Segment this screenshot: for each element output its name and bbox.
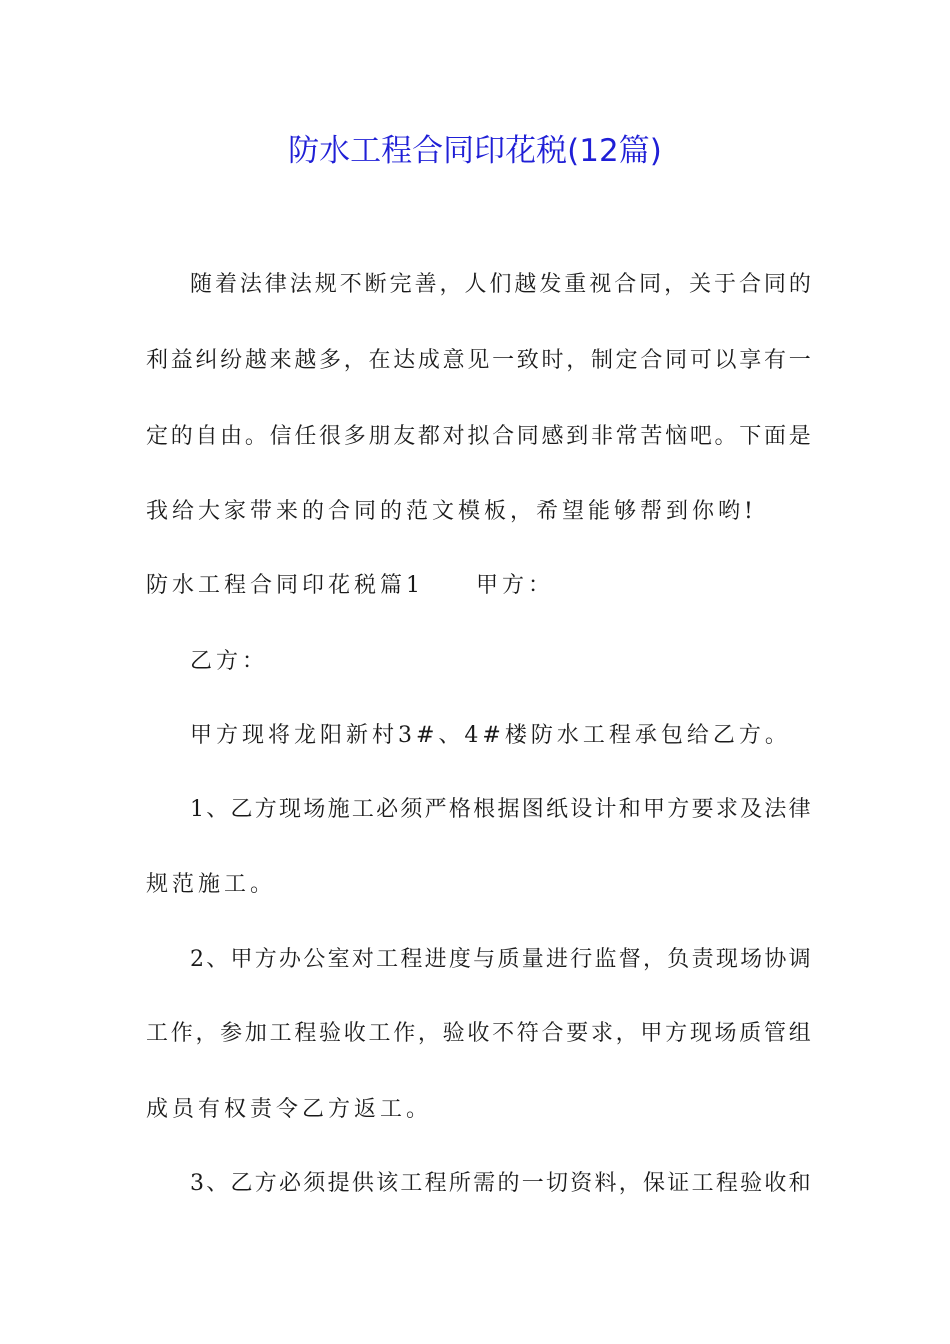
text-char: 质 bbox=[739, 1021, 762, 1046]
text-char: 程 bbox=[400, 947, 423, 972]
text-char: 3 bbox=[190, 1171, 204, 1196]
text-char: 工 bbox=[368, 1021, 391, 1046]
text-char: 不 bbox=[492, 1021, 515, 1046]
text-char: 、 bbox=[206, 1171, 229, 1196]
text-char: 视 bbox=[589, 272, 612, 297]
text-char: 场 bbox=[714, 1021, 737, 1046]
text-char: 合 bbox=[640, 348, 663, 373]
text-char: 质 bbox=[497, 947, 520, 972]
text-char: 合 bbox=[738, 272, 761, 297]
text-char: ， bbox=[615, 1021, 638, 1046]
text-char: 有 bbox=[763, 348, 786, 373]
text-char: 面 bbox=[763, 424, 786, 449]
text-char: 重 bbox=[564, 272, 587, 297]
text-char: 格 bbox=[448, 797, 471, 822]
document-title: 防水工程合同印花税(12篇) bbox=[288, 133, 662, 169]
text-char: 作 bbox=[393, 1021, 416, 1046]
text-char: ， bbox=[439, 272, 462, 297]
text-char: 制 bbox=[590, 348, 613, 373]
text-char: 和 bbox=[788, 1171, 811, 1196]
text-char: 常 bbox=[615, 424, 638, 449]
text-char: 工 bbox=[146, 1021, 169, 1046]
text-char: 场 bbox=[303, 797, 326, 822]
text-char: 程 bbox=[294, 1021, 317, 1046]
text-char: 必 bbox=[376, 797, 399, 822]
text-char: 以 bbox=[714, 348, 737, 373]
paragraph-line bbox=[190, 642, 811, 682]
text-char: 纷 bbox=[220, 348, 243, 373]
text-char: 求 bbox=[715, 797, 738, 822]
text-char: 益 bbox=[170, 348, 193, 373]
text-char: 、 bbox=[206, 797, 229, 822]
paragraph-line bbox=[190, 940, 811, 980]
text-char: 进 bbox=[424, 947, 447, 972]
text-char: 同 bbox=[516, 424, 539, 449]
text-char: 现 bbox=[279, 797, 302, 822]
text-char: 方 bbox=[254, 1171, 277, 1196]
text-char: 律 bbox=[788, 797, 811, 822]
text-char: 是 bbox=[788, 424, 811, 449]
text-char: 越 bbox=[514, 272, 537, 297]
text-char: 必 bbox=[279, 1171, 302, 1196]
text-char: 工 bbox=[269, 1021, 292, 1046]
text-char: 不 bbox=[339, 272, 362, 297]
text-char: 自 bbox=[195, 424, 218, 449]
paragraph-line bbox=[146, 341, 811, 381]
text-char: 甲 bbox=[640, 1021, 663, 1046]
text-char: 方 bbox=[665, 1021, 688, 1046]
text-char: 完 bbox=[389, 272, 412, 297]
text-char: 随 bbox=[190, 272, 213, 297]
text-char: 量 bbox=[521, 947, 544, 972]
text-char: 工 bbox=[400, 1171, 423, 1196]
text-char: 断 bbox=[364, 272, 387, 297]
text-char: 下 bbox=[739, 424, 762, 449]
text-char: 一 bbox=[521, 1171, 544, 1196]
text-char: 的 bbox=[497, 1171, 520, 1196]
text-char: 工 bbox=[351, 797, 374, 822]
text-char: 要 bbox=[691, 797, 714, 822]
text-char: 方 bbox=[667, 797, 690, 822]
text-char: 一 bbox=[492, 348, 515, 373]
text-char: 吧 bbox=[689, 424, 712, 449]
text-char: 场 bbox=[740, 947, 763, 972]
text-char: 同 bbox=[639, 272, 662, 297]
text-char: 同 bbox=[665, 348, 688, 373]
text-char: 。 bbox=[244, 424, 267, 449]
section-heading-line bbox=[146, 566, 811, 606]
text-char: ， bbox=[566, 348, 589, 373]
text-char: 公 bbox=[303, 947, 326, 972]
text-char: 验 bbox=[740, 1171, 763, 1196]
text-char: 工 bbox=[691, 1171, 714, 1196]
text-char: 在 bbox=[368, 348, 391, 373]
text-char: 规 bbox=[314, 272, 337, 297]
text-char: 信 bbox=[269, 424, 292, 449]
text-char: 着 bbox=[214, 272, 237, 297]
text-char: 纸 bbox=[545, 797, 568, 822]
paragraph-line bbox=[190, 790, 811, 830]
text-char: 加 bbox=[244, 1021, 267, 1046]
text-char: 切 bbox=[545, 1171, 568, 1196]
line-text: 甲方现将龙阳新村3#、4#楼防水工程承包给乙方。 bbox=[190, 723, 791, 748]
text-char: 证 bbox=[667, 1171, 690, 1196]
text-char: 保 bbox=[643, 1171, 666, 1196]
text-char: ， bbox=[643, 947, 666, 972]
text-char: 合 bbox=[492, 424, 515, 449]
text-char: 享 bbox=[739, 348, 762, 373]
text-char: 甲 bbox=[230, 947, 253, 972]
text-char: 善 bbox=[414, 272, 437, 297]
text-char: 2 bbox=[190, 947, 204, 972]
text-char: 纠 bbox=[195, 348, 218, 373]
text-char: 甲 bbox=[643, 797, 666, 822]
text-char: 收 bbox=[764, 1171, 787, 1196]
paragraph-line bbox=[146, 1090, 811, 1130]
text-char: 达 bbox=[393, 348, 416, 373]
text-char: 须 bbox=[303, 1171, 326, 1196]
text-char: 与 bbox=[473, 947, 496, 972]
text-char: 苦 bbox=[640, 424, 663, 449]
text-char: ， bbox=[417, 1021, 440, 1046]
text-char: 1 bbox=[190, 797, 204, 822]
text-char: 和 bbox=[618, 797, 641, 822]
text-char: 方 bbox=[254, 947, 277, 972]
text-char: 感 bbox=[541, 424, 564, 449]
text-char: 督 bbox=[618, 947, 641, 972]
text-char: 法 bbox=[239, 272, 262, 297]
text-char: 定 bbox=[615, 348, 638, 373]
text-char: 及 bbox=[740, 797, 763, 822]
text-char: 行 bbox=[570, 947, 593, 972]
paragraph-line bbox=[146, 492, 811, 532]
text-char: 一 bbox=[788, 348, 811, 373]
text-char: ， bbox=[618, 1171, 641, 1196]
text-char: 人 bbox=[464, 272, 487, 297]
text-char: 对 bbox=[351, 947, 374, 972]
text-char: 多 bbox=[319, 348, 342, 373]
text-char: 们 bbox=[489, 272, 512, 297]
paragraph-line bbox=[146, 865, 811, 905]
text-char: 根 bbox=[473, 797, 496, 822]
text-char: 参 bbox=[220, 1021, 243, 1046]
text-char: 需 bbox=[473, 1171, 496, 1196]
text-char: 室 bbox=[327, 947, 350, 972]
text-char: 验 bbox=[319, 1021, 342, 1046]
text-char: 关 bbox=[689, 272, 712, 297]
text-char: 法 bbox=[764, 797, 787, 822]
line-text: 规范施工。 bbox=[146, 872, 277, 897]
text-char: 恼 bbox=[665, 424, 688, 449]
paragraph-line bbox=[190, 265, 811, 305]
text-char: 负 bbox=[667, 947, 690, 972]
text-char: 严 bbox=[424, 797, 447, 822]
text-char: 可 bbox=[689, 348, 712, 373]
text-char: 致 bbox=[516, 348, 539, 373]
text-char: 越 bbox=[244, 348, 267, 373]
text-char: ， bbox=[195, 1021, 218, 1046]
text-char: 时 bbox=[541, 348, 564, 373]
text-char: 合 bbox=[541, 1021, 564, 1046]
text-char: 乙 bbox=[230, 1171, 253, 1196]
text-char: 符 bbox=[516, 1021, 539, 1046]
text-char: 提 bbox=[327, 1171, 350, 1196]
text-char: ， bbox=[664, 272, 687, 297]
line-text: 成员有权责令乙方返工。 bbox=[146, 1097, 433, 1122]
text-char: 现 bbox=[689, 1021, 712, 1046]
text-char: 管 bbox=[763, 1021, 786, 1046]
text-char: 据 bbox=[497, 797, 520, 822]
text-char: 现 bbox=[715, 947, 738, 972]
text-char: 料 bbox=[594, 1171, 617, 1196]
text-char: 于 bbox=[714, 272, 737, 297]
text-char: 设 bbox=[570, 797, 593, 822]
paragraph-line bbox=[146, 1014, 811, 1054]
text-char: 收 bbox=[343, 1021, 366, 1046]
text-char: 到 bbox=[566, 424, 589, 449]
text-char: 很 bbox=[319, 424, 342, 449]
text-char: 监 bbox=[594, 947, 617, 972]
text-char: 程 bbox=[715, 1171, 738, 1196]
text-char: 朋 bbox=[368, 424, 391, 449]
text-char: 办 bbox=[279, 947, 302, 972]
text-char: 要 bbox=[566, 1021, 589, 1046]
text-char: ， bbox=[343, 348, 366, 373]
text-char: 收 bbox=[467, 1021, 490, 1046]
text-char: 合 bbox=[614, 272, 637, 297]
text-char: 工 bbox=[376, 947, 399, 972]
line-text: 我给大家带来的合同的范文模板，希望能够帮到你哟! bbox=[146, 499, 757, 524]
text-char: 多 bbox=[343, 424, 366, 449]
text-char: 的 bbox=[170, 424, 193, 449]
text-char: 来 bbox=[269, 348, 292, 373]
text-char: 拟 bbox=[467, 424, 490, 449]
text-char: 进 bbox=[545, 947, 568, 972]
text-char: 见 bbox=[467, 348, 490, 373]
text-char: 越 bbox=[294, 348, 317, 373]
text-char: 。 bbox=[714, 424, 737, 449]
line-text: 防水工程合同印花税篇1 bbox=[146, 573, 424, 598]
text-char: 友 bbox=[393, 424, 416, 449]
paragraph-line bbox=[146, 417, 811, 457]
text-char: 法 bbox=[289, 272, 312, 297]
text-char: 作 bbox=[170, 1021, 193, 1046]
text-char: 图 bbox=[521, 797, 544, 822]
text-char: 由 bbox=[220, 424, 243, 449]
text-char: 同 bbox=[763, 272, 786, 297]
text-char: 非 bbox=[590, 424, 613, 449]
text-char: 对 bbox=[442, 424, 465, 449]
text-char: 调 bbox=[788, 947, 811, 972]
text-char: 度 bbox=[448, 947, 471, 972]
text-char: 该 bbox=[376, 1171, 399, 1196]
text-char: 任 bbox=[294, 424, 317, 449]
text-char: 都 bbox=[417, 424, 440, 449]
text-char: 验 bbox=[442, 1021, 465, 1046]
paragraph-line bbox=[190, 1164, 811, 1204]
text-char: 程 bbox=[424, 1171, 447, 1196]
text-char: 组 bbox=[788, 1021, 811, 1046]
text-char: 须 bbox=[400, 797, 423, 822]
text-char: 利 bbox=[146, 348, 169, 373]
text-char: 的 bbox=[788, 272, 811, 297]
paragraph-line bbox=[190, 716, 811, 756]
party-a-label: 甲方： bbox=[476, 573, 555, 598]
text-char: 方 bbox=[254, 797, 277, 822]
text-char: 供 bbox=[351, 1171, 374, 1196]
text-char: 律 bbox=[264, 272, 287, 297]
text-char: 责 bbox=[691, 947, 714, 972]
text-char: 资 bbox=[570, 1171, 593, 1196]
text-char: 施 bbox=[327, 797, 350, 822]
text-char: 乙 bbox=[230, 797, 253, 822]
text-char: 定 bbox=[146, 424, 169, 449]
text-char: 协 bbox=[764, 947, 787, 972]
text-char: 、 bbox=[206, 947, 229, 972]
text-char: 发 bbox=[539, 272, 562, 297]
text-char: 成 bbox=[417, 348, 440, 373]
text-char: 求 bbox=[590, 1021, 613, 1046]
text-char: 所 bbox=[448, 1171, 471, 1196]
text-char: 计 bbox=[594, 797, 617, 822]
line-text: 乙方： bbox=[190, 649, 269, 674]
text-char: 意 bbox=[442, 348, 465, 373]
